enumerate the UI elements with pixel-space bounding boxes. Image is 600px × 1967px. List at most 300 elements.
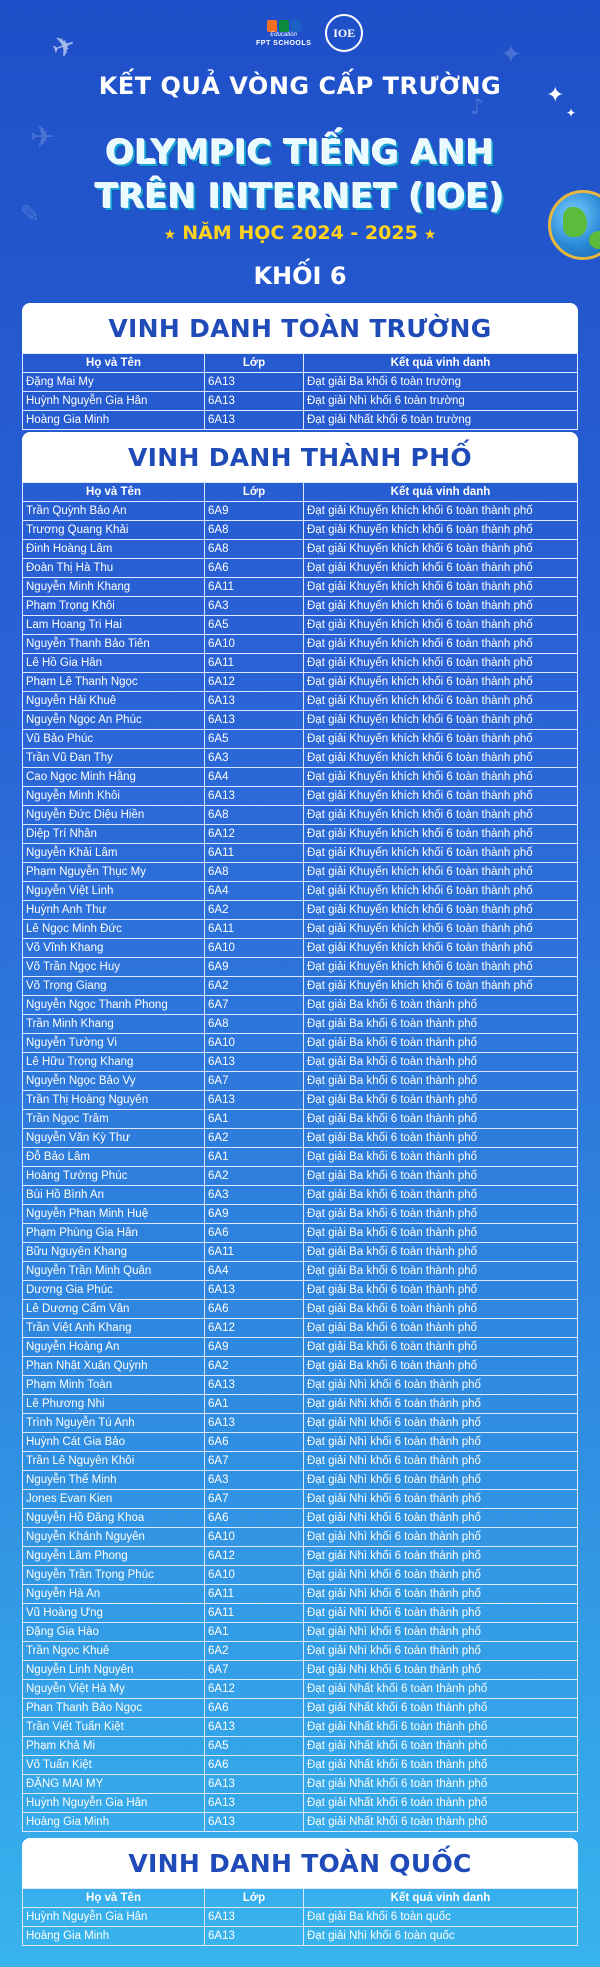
results-table	[22, 353, 578, 430]
table-row	[23, 977, 578, 996]
cell-class: 6A7	[205, 1661, 304, 1680]
cell-result: Đạt giải Nhất khối 6 toàn thành phố	[304, 1737, 578, 1756]
cell-result: Đạt giải Khuyến khích khối 6 toàn thành phố	[304, 749, 578, 768]
cell-result: Đạt giải Khuyến khích khối 6 toàn thành phố	[304, 673, 578, 692]
table-row	[23, 1927, 578, 1946]
cell-result: Đạt giải Khuyến khích khối 6 toàn thành phố	[304, 844, 578, 863]
table-row	[23, 920, 578, 939]
cell-name: Trần Quỳnh Bảo An	[23, 502, 205, 521]
cell-class: 6A13	[205, 1927, 304, 1946]
cell-class: 6A10	[205, 1528, 304, 1547]
cell-class: 6A13	[205, 1091, 304, 1110]
table-row	[23, 1243, 578, 1262]
cell-name: Trương Quang Khải	[23, 521, 205, 540]
table-row	[23, 1319, 578, 1338]
star-icon: ★	[423, 227, 437, 243]
col-header-class: Lớp	[205, 483, 304, 502]
cell-result: Đạt giải Ba khối 6 toàn thành phố	[304, 1129, 578, 1148]
cell-class: 6A13	[205, 1813, 304, 1832]
ioe-logo: IOE	[325, 14, 363, 52]
cell-name: Nguyễn Thanh Bảo Tiên	[23, 635, 205, 654]
cell-class: 6A4	[205, 768, 304, 787]
cell-result: Đạt giải Nhất khối 6 toàn thành phố	[304, 1718, 578, 1737]
cell-class: 6A2	[205, 1167, 304, 1186]
table-row	[23, 540, 578, 559]
cell-result: Đạt giải Ba khối 6 toàn thành phố	[304, 1091, 578, 1110]
cell-result: Đạt giải Ba khối 6 toàn thành phố	[304, 1072, 578, 1091]
cell-name: Jones Evan Kien	[23, 1490, 205, 1509]
cell-result: Đạt giải Khuyến khích khối 6 toàn thành phố	[304, 616, 578, 635]
cell-result: Đạt giải Nhì khối 6 toàn thành phố	[304, 1490, 578, 1509]
table-row	[23, 392, 578, 411]
cell-result: Đạt giải Ba khối 6 toàn thành phố	[304, 1015, 578, 1034]
cell-result: Đạt giải Nhì khối 6 toàn thành phố	[304, 1452, 578, 1471]
results-table	[22, 482, 578, 1832]
cell-result: Đạt giải Nhất khối 6 toàn thành phố	[304, 1699, 578, 1718]
cell-result: Đạt giải Nhì khối 6 toàn thành phố	[304, 1376, 578, 1395]
cell-class: 6A10	[205, 635, 304, 654]
cell-class: 6A13	[205, 1053, 304, 1072]
cell-name: Nguyễn Đức Diệu Hiền	[23, 806, 205, 825]
table-row	[23, 1072, 578, 1091]
table-row	[23, 1794, 578, 1813]
cell-name: Lê Hữu Trọng Khang	[23, 1053, 205, 1072]
table-row	[23, 559, 578, 578]
grade-title: KHỐI 6	[253, 262, 347, 290]
cell-result: Đạt giải Khuyến khích khối 6 toàn thành phố	[304, 920, 578, 939]
section-title: VINH DANH TOÀN TRƯỜNG	[108, 313, 492, 343]
table-row	[23, 1148, 578, 1167]
cell-name: Nguyễn Linh Nguyên	[23, 1661, 205, 1680]
cell-class: 6A11	[205, 844, 304, 863]
cell-name: Diệp Trí Nhân	[23, 825, 205, 844]
cell-name: Huỳnh Nguyễn Gia Hân	[23, 1908, 205, 1927]
cell-result: Đạt giải Nhì khối 6 toàn thành phố	[304, 1547, 578, 1566]
cell-result: Đạt giải Khuyến khích khối 6 toàn thành phố	[304, 825, 578, 844]
cell-result: Đạt giải Ba khối 6 toàn thành phố	[304, 1243, 578, 1262]
cell-name: Nguyễn Ngọc An Phúc	[23, 711, 205, 730]
cell-result: Đạt giải Khuyến khích khối 6 toàn thành phố	[304, 502, 578, 521]
cell-class: 6A1	[205, 1623, 304, 1642]
table-row	[23, 692, 578, 711]
table-row	[23, 1110, 578, 1129]
cell-class: 6A11	[205, 1585, 304, 1604]
cell-name: Nguyễn Minh Khang	[23, 578, 205, 597]
cell-name: Lê Phương Nhi	[23, 1395, 205, 1414]
cell-name: Võ Trọng Giang	[23, 977, 205, 996]
table-row	[23, 1756, 578, 1775]
cell-name: Nguyễn Ngọc Bảo Vy	[23, 1072, 205, 1091]
cell-result: Đạt giải Khuyến khích khối 6 toàn thành phố	[304, 730, 578, 749]
table-row	[23, 1224, 578, 1243]
cell-class: 6A12	[205, 673, 304, 692]
table-row	[23, 1623, 578, 1642]
cell-class: 6A12	[205, 1319, 304, 1338]
cell-name: Trần Lê Nguyên Khôi	[23, 1452, 205, 1471]
table-header-row	[23, 354, 578, 373]
cell-class: 6A6	[205, 1224, 304, 1243]
table-row	[23, 1490, 578, 1509]
cell-class: 6A9	[205, 1205, 304, 1224]
cell-result: Đạt giải Nhì khối 6 toàn thành phố	[304, 1585, 578, 1604]
cell-result: Đạt giải Nhì khối 6 toàn thành phố	[304, 1509, 578, 1528]
cell-class: 6A11	[205, 654, 304, 673]
cell-result: Đạt giải Khuyến khích khối 6 toàn thành phố	[304, 597, 578, 616]
col-header-name: Họ và Tên	[23, 354, 205, 373]
doodle-plane-icon: ✈	[30, 120, 56, 155]
section-title: VINH DANH TOÀN QUỐC	[128, 1848, 472, 1878]
header-line2: OLYMPIC TIẾNG ANH	[105, 133, 495, 173]
table-row	[23, 1471, 578, 1490]
cell-result: Đạt giải Khuyến khích khối 6 toàn thành phố	[304, 787, 578, 806]
cell-class: 6A12	[205, 1680, 304, 1699]
cell-class: 6A11	[205, 1604, 304, 1623]
cell-result: Đạt giải Nhì khối 6 toàn thành phố	[304, 1433, 578, 1452]
cell-result: Đạt giải Ba khối 6 toàn thành phố	[304, 1319, 578, 1338]
table-header-row	[23, 1889, 578, 1908]
table-row	[23, 787, 578, 806]
cell-result: Đạt giải Nhì khối 6 toàn trường	[304, 392, 578, 411]
cell-class: 6A6	[205, 1509, 304, 1528]
star-icon: ★	[163, 227, 177, 243]
cell-name: Đặng Gia Hào	[23, 1623, 205, 1642]
fpt-schools-logo: Education FPT SCHOOLS	[256, 20, 311, 47]
cell-name: Vũ Hoàng Ưng	[23, 1604, 205, 1623]
cell-result: Đạt giải Khuyến khích khối 6 toàn thành phố	[304, 559, 578, 578]
cell-result: Đạt giải Khuyến khích khối 6 toàn thành phố	[304, 882, 578, 901]
cell-class: 6A5	[205, 616, 304, 635]
table-row	[23, 1281, 578, 1300]
table-row	[23, 863, 578, 882]
cell-name: Hoàng Gia Minh	[23, 1927, 205, 1946]
table-row	[23, 1680, 578, 1699]
cell-result: Đạt giải Ba khối 6 toàn thành phố	[304, 996, 578, 1015]
cell-result: Đạt giải Nhì khối 6 toàn thành phố	[304, 1395, 578, 1414]
cell-name: Bữu Nguyên Khang	[23, 1243, 205, 1262]
cell-class: 6A8	[205, 521, 304, 540]
cell-name: Dương Gia Phúc	[23, 1281, 205, 1300]
cell-name: Phạm Lê Thanh Ngọc	[23, 673, 205, 692]
cell-class: 6A3	[205, 597, 304, 616]
cell-class: 6A9	[205, 958, 304, 977]
cell-name: Đỗ Bảo Lâm	[23, 1148, 205, 1167]
table-row	[23, 749, 578, 768]
cell-result: Đạt giải Khuyến khích khối 6 toàn thành phố	[304, 635, 578, 654]
table-row	[23, 673, 578, 692]
cell-class: 6A2	[205, 977, 304, 996]
table-row	[23, 373, 578, 392]
cell-name: Hoàng Gia Minh	[23, 411, 205, 430]
cell-name: Nguyễn Văn Kỳ Thư	[23, 1129, 205, 1148]
cell-result: Đạt giải Khuyến khích khối 6 toàn thành phố	[304, 901, 578, 920]
cell-class: 6A2	[205, 1129, 304, 1148]
section-title: VINH DANH THÀNH PHỐ	[128, 442, 472, 472]
cell-result: Đạt giải Ba khối 6 toàn thành phố	[304, 1338, 578, 1357]
cell-result: Đạt giải Ba khối 6 toàn thành phố	[304, 1205, 578, 1224]
table-row	[23, 1585, 578, 1604]
cell-name: Phạm Phùng Gia Hân	[23, 1224, 205, 1243]
cell-name: Đặng Mai My	[23, 373, 205, 392]
cell-result: Đạt giải Ba khối 6 toàn thành phố	[304, 1110, 578, 1129]
cell-result: Đạt giải Nhì khối 6 toàn quốc	[304, 1927, 578, 1946]
cell-name: Trần Việt Anh Khang	[23, 1319, 205, 1338]
cell-result: Đạt giải Nhất khối 6 toàn trường	[304, 411, 578, 430]
table-row	[23, 1395, 578, 1414]
doodle-star-icon: ✦	[500, 40, 522, 70]
cell-result: Đạt giải Ba khối 6 toàn trường	[304, 373, 578, 392]
cell-name: Trần Thị Hoàng Nguyên	[23, 1091, 205, 1110]
col-header-result: Kết quả vinh danh	[304, 1889, 578, 1908]
cell-class: 6A13	[205, 711, 304, 730]
cell-class: 6A7	[205, 996, 304, 1015]
section-title-box	[22, 432, 578, 482]
cell-name: Huỳnh Nguyễn Gia Hân	[23, 1794, 205, 1813]
cell-class: 6A8	[205, 1015, 304, 1034]
cell-class: 6A1	[205, 1148, 304, 1167]
table-row	[23, 1376, 578, 1395]
table-row	[23, 1699, 578, 1718]
cell-name: Trần Minh Khang	[23, 1015, 205, 1034]
cell-name: Nguyễn Việt Linh	[23, 882, 205, 901]
cell-name: Phạm Trọng Khôi	[23, 597, 205, 616]
table-row	[23, 882, 578, 901]
table-row	[23, 1091, 578, 1110]
cell-class: 6A13	[205, 1414, 304, 1433]
cell-name: Huỳnh Cát Gia Bảo	[23, 1433, 205, 1452]
cell-name: Nguyễn Hoàng An	[23, 1338, 205, 1357]
col-header-class: Lớp	[205, 354, 304, 373]
cell-name: Nguyễn Khánh Nguyên	[23, 1528, 205, 1547]
table-row	[23, 1661, 578, 1680]
cell-name: Nguyễn Tường Vi	[23, 1034, 205, 1053]
table-row	[23, 1528, 578, 1547]
table-row	[23, 1718, 578, 1737]
cell-class: 6A13	[205, 1718, 304, 1737]
table-row	[23, 1129, 578, 1148]
header-line1: KẾT QUẢ VÒNG CẤP TRƯỜNG	[98, 72, 502, 100]
cell-class: 6A6	[205, 1300, 304, 1319]
cell-class: 6A13	[205, 1775, 304, 1794]
cell-name: Trần Ngọc Trâm	[23, 1110, 205, 1129]
cell-result: Đạt giải Ba khối 6 toàn thành phố	[304, 1186, 578, 1205]
cell-class: 6A1	[205, 1395, 304, 1414]
cell-class: 6A9	[205, 1338, 304, 1357]
cell-class: 6A13	[205, 411, 304, 430]
cell-class: 6A13	[205, 373, 304, 392]
table-row	[23, 730, 578, 749]
cell-result: Đạt giải Nhì khối 6 toàn thành phố	[304, 1661, 578, 1680]
table-row	[23, 711, 578, 730]
cell-class: 6A13	[205, 692, 304, 711]
cell-name: ĐẶNG MAI MY	[23, 1775, 205, 1794]
cell-class: 6A13	[205, 1376, 304, 1395]
table-row	[23, 996, 578, 1015]
cell-class: 6A3	[205, 749, 304, 768]
cell-result: Đạt giải Ba khối 6 toàn quốc	[304, 1908, 578, 1927]
cell-name: Lê Ngọc Minh Đức	[23, 920, 205, 939]
cell-class: 6A1	[205, 1110, 304, 1129]
cell-class: 6A7	[205, 1072, 304, 1091]
cell-result: Đạt giải Khuyến khích khối 6 toàn thành phố	[304, 540, 578, 559]
cell-class: 6A13	[205, 1908, 304, 1927]
cell-class: 6A12	[205, 1547, 304, 1566]
cell-class: 6A4	[205, 1262, 304, 1281]
cell-result: Đạt giải Khuyến khích khối 6 toàn thành phố	[304, 711, 578, 730]
table-row	[23, 1357, 578, 1376]
section-title-box	[22, 1838, 578, 1888]
doodle-note-icon: ♪	[470, 95, 485, 120]
table-row	[23, 1053, 578, 1072]
col-header-result: Kết quả vinh danh	[304, 354, 578, 373]
cell-result: Đạt giải Nhất khối 6 toàn thành phố	[304, 1813, 578, 1832]
table-row	[23, 1186, 578, 1205]
table-row	[23, 958, 578, 977]
cell-name: Nguyễn Lâm Phong	[23, 1547, 205, 1566]
cell-name: Nguyễn Hải Khuê	[23, 692, 205, 711]
cell-result: Đạt giải Ba khối 6 toàn thành phố	[304, 1262, 578, 1281]
cell-result: Đạt giải Nhì khối 6 toàn thành phố	[304, 1604, 578, 1623]
table-row	[23, 768, 578, 787]
table-row	[23, 1642, 578, 1661]
cell-result: Đạt giải Ba khối 6 toàn thành phố	[304, 1034, 578, 1053]
cell-result: Đạt giải Nhì khối 6 toàn thành phố	[304, 1528, 578, 1547]
cell-name: Huỳnh Anh Thư	[23, 901, 205, 920]
cell-result: Đạt giải Ba khối 6 toàn thành phố	[304, 1281, 578, 1300]
cell-result: Đạt giải Khuyến khích khối 6 toàn thành phố	[304, 806, 578, 825]
cell-class: 6A7	[205, 1452, 304, 1471]
cell-class: 6A7	[205, 1490, 304, 1509]
table-row	[23, 1167, 578, 1186]
banner-header	[0, 0, 600, 300]
cell-class: 6A10	[205, 1566, 304, 1585]
cell-class: 6A6	[205, 1699, 304, 1718]
cell-class: 6A2	[205, 901, 304, 920]
cell-class: 6A9	[205, 502, 304, 521]
results-table	[22, 1888, 578, 1946]
cell-name: Nguyễn Minh Khôi	[23, 787, 205, 806]
table-row	[23, 1338, 578, 1357]
cell-class: 6A8	[205, 806, 304, 825]
cell-result: Đạt giải Khuyến khích khối 6 toàn thành phố	[304, 977, 578, 996]
col-header-name: Họ và Tên	[23, 1889, 205, 1908]
cell-result: Đạt giải Ba khối 6 toàn thành phố	[304, 1357, 578, 1376]
cell-name: Phạm Minh Toàn	[23, 1376, 205, 1395]
col-header-name: Họ và Tên	[23, 483, 205, 502]
cell-result: Đạt giải Khuyến khích khối 6 toàn thành phố	[304, 692, 578, 711]
cell-class: 6A5	[205, 730, 304, 749]
cell-name: Nguyễn Việt Hà My	[23, 1680, 205, 1699]
table-row	[23, 1414, 578, 1433]
cell-result: Đạt giải Khuyến khích khối 6 toàn thành phố	[304, 654, 578, 673]
header-line3: TRÊN INTERNET (IOE)	[95, 177, 505, 217]
table-row	[23, 1034, 578, 1053]
cell-result: Đạt giải Nhất khối 6 toàn thành phố	[304, 1794, 578, 1813]
cell-result: Đạt giải Nhì khối 6 toàn thành phố	[304, 1642, 578, 1661]
cell-name: Phạm Khả Mi	[23, 1737, 205, 1756]
cell-name: Nguyễn Khải Lâm	[23, 844, 205, 863]
section-national	[22, 1838, 578, 1946]
cell-class: 6A8	[205, 863, 304, 882]
cell-name: Lê Hồ Gia Hân	[23, 654, 205, 673]
cell-class: 6A10	[205, 1034, 304, 1053]
cell-result: Đạt giải Ba khối 6 toàn thành phố	[304, 1148, 578, 1167]
cell-name: Võ Tuấn Kiệt	[23, 1756, 205, 1775]
cell-class: 6A10	[205, 939, 304, 958]
cell-name: Nguyễn Phan Minh Huệ	[23, 1205, 205, 1224]
doodle-pencil-icon: ✎	[20, 200, 41, 228]
table-row	[23, 635, 578, 654]
cell-class: 6A4	[205, 882, 304, 901]
cell-name: Huỳnh Nguyễn Gia Hân	[23, 392, 205, 411]
table-row	[23, 521, 578, 540]
section-city	[22, 432, 578, 1832]
cell-result: Đạt giải Nhất khối 6 toàn thành phố	[304, 1680, 578, 1699]
cell-class: 6A12	[205, 825, 304, 844]
cell-result: Đạt giải Nhì khối 6 toàn thành phố	[304, 1623, 578, 1642]
cell-name: Nguyễn Thế Minh	[23, 1471, 205, 1490]
school-year: ★ NĂM HỌC 2024 - 2025 ★	[163, 222, 437, 244]
table-row	[23, 1015, 578, 1034]
table-row	[23, 901, 578, 920]
cell-class: 6A6	[205, 1433, 304, 1452]
table-row	[23, 844, 578, 863]
cell-name: Phạm Nguyễn Thục My	[23, 863, 205, 882]
cell-class: 6A11	[205, 920, 304, 939]
sparkle-icon: ✦	[546, 82, 565, 107]
cell-result: Đạt giải Ba khối 6 toàn thành phố	[304, 1300, 578, 1319]
cell-class: 6A2	[205, 1642, 304, 1661]
cell-result: Đạt giải Ba khối 6 toàn thành phố	[304, 1053, 578, 1072]
table-row	[23, 1775, 578, 1794]
cell-name: Hoàng Tường Phúc	[23, 1167, 205, 1186]
paper-plane-icon: ✈	[47, 27, 81, 66]
cell-name: Võ Vĩnh Khang	[23, 939, 205, 958]
cell-name: Trần Ngọc Khuê	[23, 1642, 205, 1661]
cell-class: 6A13	[205, 1794, 304, 1813]
cell-result: Đạt giải Khuyến khích khối 6 toàn thành phố	[304, 939, 578, 958]
table-row	[23, 502, 578, 521]
cell-class: 6A13	[205, 787, 304, 806]
sparkle-small-icon: ✦	[566, 106, 577, 120]
cell-name: Nguyễn Hà An	[23, 1585, 205, 1604]
table-row	[23, 1813, 578, 1832]
cell-result: Đạt giải Ba khối 6 toàn thành phố	[304, 1167, 578, 1186]
cell-class: 6A13	[205, 1281, 304, 1300]
cell-class: 6A8	[205, 540, 304, 559]
table-row	[23, 939, 578, 958]
cell-class: 6A6	[205, 559, 304, 578]
cell-name: Nguyễn Trần Minh Quân	[23, 1262, 205, 1281]
table-row	[23, 1737, 578, 1756]
cell-result: Đạt giải Khuyến khích khối 6 toàn thành phố	[304, 863, 578, 882]
cell-name: Võ Trần Ngọc Huy	[23, 958, 205, 977]
table-row	[23, 1908, 578, 1927]
table-row	[23, 1566, 578, 1585]
cell-name: Phan Nhật Xuân Quỳnh	[23, 1357, 205, 1376]
cell-class: 6A3	[205, 1186, 304, 1205]
table-row	[23, 597, 578, 616]
cell-name: Nguyễn Hồ Đăng Khoa	[23, 1509, 205, 1528]
table-row	[23, 578, 578, 597]
table-row	[23, 1205, 578, 1224]
cell-name: Bùi Hồ Bình An	[23, 1186, 205, 1205]
col-header-result: Kết quả vinh danh	[304, 483, 578, 502]
cell-result: Đạt giải Nhất khối 6 toàn thành phố	[304, 1775, 578, 1794]
cell-result: Đạt giải Khuyến khích khối 6 toàn thành phố	[304, 958, 578, 977]
cell-name: Hoàng Gia Minh	[23, 1813, 205, 1832]
cell-name: Lê Dương Cẩm Vân	[23, 1300, 205, 1319]
cell-result: Đạt giải Khuyến khích khối 6 toàn thành phố	[304, 768, 578, 787]
